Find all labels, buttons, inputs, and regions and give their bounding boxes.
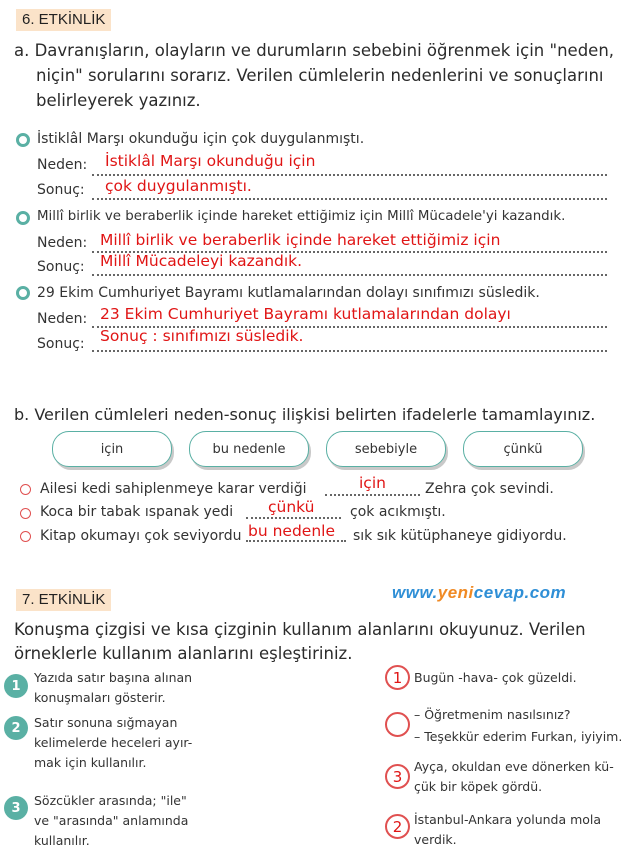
- option-pill-sebebiyle[interactable]: [326, 431, 446, 467]
- activity7-instruction-line2: örneklerle kullanım alanlarını eşleştiriniz.: [14, 644, 353, 663]
- item3-sonuc-answer: Sonuç : sınıfımızı süsledik.: [100, 327, 304, 345]
- b1-answer: için: [359, 474, 386, 492]
- option-pill-icin[interactable]: [52, 431, 172, 467]
- example4-line2: verdik.: [414, 832, 457, 847]
- b1-after: Zehra çok sevindi.: [425, 481, 554, 497]
- usage2-line1: Satır sonuna sığmayan: [34, 715, 178, 730]
- b3-answer-line[interactable]: [246, 540, 346, 542]
- b2-answer-line[interactable]: [246, 517, 341, 519]
- example2-line1: – Öğretmenim nasılsınız?: [414, 707, 571, 722]
- option-label: için: [100, 441, 124, 457]
- usage1-line1: Yazıda satır başına alınan: [34, 670, 193, 685]
- item1-sonuc-answer-line[interactable]: [92, 198, 607, 200]
- option-label: sebebiyle: [354, 441, 418, 457]
- example3-line2: çük bir köpek gördü.: [414, 779, 543, 794]
- b1-before: Ailesi kedi sahiplenmeye karar verdiği: [40, 481, 307, 497]
- item3-sentence: 29 Ekim Cumhuriyet Bayramı kutlamalarından dolayı sınıfımızı süsledik.: [37, 285, 540, 301]
- item2-sonuc-label: Sonuç:: [37, 259, 85, 275]
- item1-sonuc-label: Sonuç:: [37, 182, 85, 198]
- item1-sentence: İstiklâl Marşı okunduğu için çok duygulanmıştı.: [37, 131, 365, 147]
- b1-bullet-icon: [20, 484, 31, 495]
- item1-bullet-icon: [16, 133, 30, 147]
- usage1-number-badge: 1: [4, 674, 28, 698]
- activity6-tag: 6. ETKİNLİK: [16, 9, 111, 31]
- b1-answer-line[interactable]: [325, 494, 420, 496]
- activity7-tag: 7. ETKİNLİK: [16, 589, 111, 611]
- part-b-instruction: b. Verilen cümleleri neden-sonuç ilişkisi belirten ifadelerle tamamlayınız.: [14, 405, 596, 424]
- item1-neden-answer-line[interactable]: [92, 174, 607, 176]
- usage3-line1: Sözcükler arasında; "ile": [34, 793, 187, 808]
- b3-bullet-icon: [20, 531, 31, 542]
- usage2-number-badge: 2: [4, 716, 28, 740]
- b3-before: Kitap okumayı çok seviyordu: [40, 528, 242, 544]
- example1-line1: Bugün -hava- çok güzeldi.: [414, 670, 577, 685]
- part-a-instruction-line3: belirleyerek yazınız.: [36, 91, 201, 110]
- item3-neden-label: Neden:: [37, 311, 88, 327]
- b3-answer: bu nedenle: [248, 522, 335, 540]
- example3-answer-circle[interactable]: 3: [385, 764, 410, 789]
- item3-bullet-icon: [16, 286, 30, 300]
- usage3-number-badge: 3: [4, 796, 28, 820]
- example4-line1: İstanbul-Ankara yolunda mola: [414, 812, 602, 827]
- item2-neden-label: Neden:: [37, 235, 88, 251]
- item2-sonuc-answer-line[interactable]: [92, 274, 607, 276]
- example4-answer-circle[interactable]: 2: [385, 814, 410, 839]
- b2-answer: çünkü: [268, 498, 315, 516]
- option-label: çünkü: [503, 441, 543, 457]
- usage3-line3: kullanılır.: [34, 833, 90, 848]
- item1-neden-answer: İstiklâl Marşı okunduğu için: [105, 152, 316, 170]
- activity7-instruction-line1: Konuşma çizgisi ve kısa çizginin kullanım alanlarını okuyunuz. Verilen: [14, 620, 586, 639]
- option-label: bu nedenle: [212, 441, 286, 457]
- b2-bullet-icon: [20, 508, 31, 519]
- item1-sonuc-answer: çok duygulanmıştı.: [105, 177, 252, 195]
- usage3-line2: ve "arasında" anlamında: [34, 813, 189, 828]
- brand-watermark: www.yenicevap.com: [392, 583, 567, 602]
- part-a-instruction-line2: niçin" sorularını sorarız. Verilen cümlelerin nedenlerini ve sonuçlarını: [36, 66, 604, 85]
- item2-sonuc-answer: Millî Mücadeleyi kazandık.: [100, 252, 303, 270]
- example2-answer-circle[interactable]: [385, 712, 410, 737]
- item1-neden-label: Neden:: [37, 157, 88, 173]
- item2-sentence: Millî birlik ve beraberlik içinde hareket ettiğimiz için Millî Mücadele'yi kazandık.: [37, 209, 566, 224]
- part-a-instruction-line1: a. Davranışların, olayların ve durumların sebebini öğrenmek için "neden,: [14, 41, 615, 60]
- item3-sonuc-label: Sonuç:: [37, 336, 85, 352]
- b2-after: çok acıkmıştı.: [350, 504, 446, 520]
- item2-bullet-icon: [16, 211, 30, 225]
- option-pill-cunku[interactable]: [463, 431, 583, 467]
- item2-neden-answer: Millî birlik ve beraberlik içinde hareket ettiğimiz için: [100, 231, 501, 249]
- option-pill-bu-nedenle[interactable]: [189, 431, 309, 467]
- b3-after: sık sık kütüphaneye gidiyordu.: [353, 528, 567, 544]
- item3-neden-answer: 23 Ekim Cumhuriyet Bayramı kutlamalarından dolayı: [100, 305, 511, 323]
- usage1-line2: konuşmaları gösterir.: [34, 690, 166, 705]
- item3-sonuc-answer-line[interactable]: [92, 350, 607, 352]
- usage2-line2: kelimelerde heceleri ayır-: [34, 735, 193, 750]
- example2-line2: – Teşekkür ederim Furkan, iyiyim.: [414, 729, 623, 744]
- example3-line1: Ayça, okuldan eve dönerken kü-: [414, 759, 614, 774]
- example1-answer-circle[interactable]: 1: [385, 665, 410, 690]
- b2-before: Koca bir tabak ıspanak yedi: [40, 504, 234, 520]
- usage2-line3: mak için kullanılır.: [34, 755, 147, 770]
